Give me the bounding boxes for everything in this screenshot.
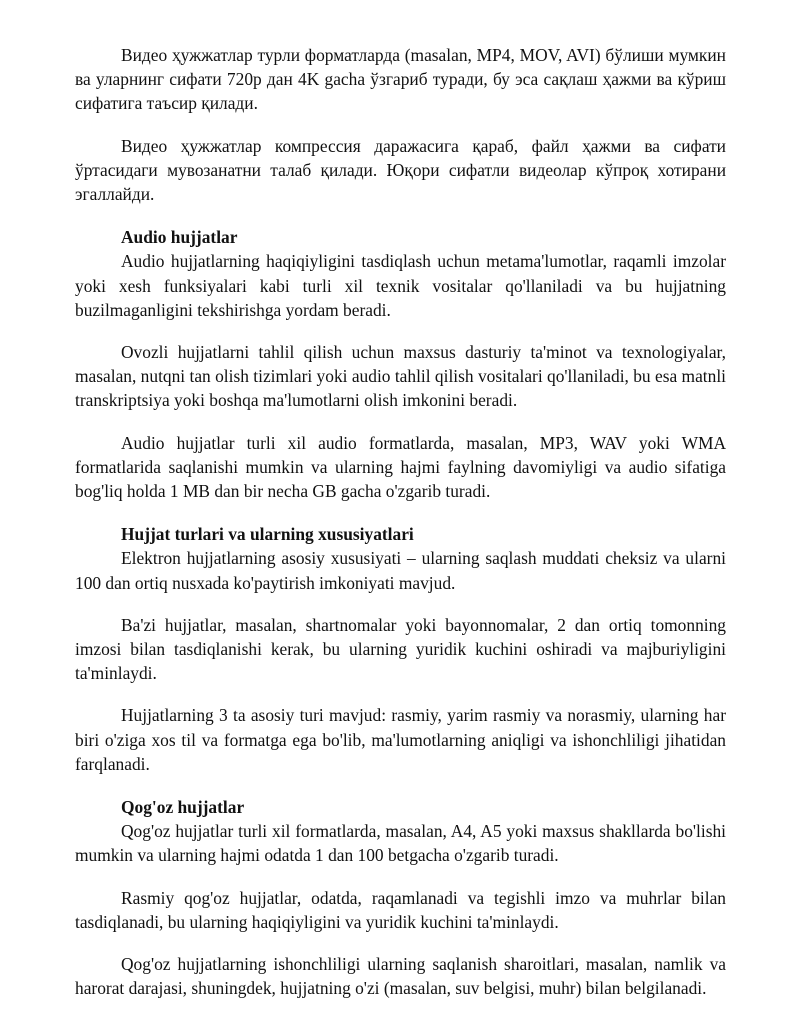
paragraph-paper-reliability: Qog'oz hujjatlarning ishonchliligi ularning saqlanish sharoitlari, masalan, namlik va harorat darajasi, shuningdek, hujjatning o'zi (masalan, suv belgisi, muhr) bilan belgilanadi. [75, 954, 726, 999]
paragraph-video-compression: Видео ҳужжатлар компрессия даражасига қараб, файл ҳажми ва сифати ўртасидаги мувозанатни талаб қилади. Юқори сифатли видеолар кўпроқ хотирани эгаллайди. [75, 135, 726, 205]
paragraph-paper-official: Rasmiy qog'oz hujjatlar, odatda, raqamlanadi va tegishli imzo va muhrlar bilan tasdiqlanadi, bu ularning haqiqiyligini va yuridik kuchini ta'minlaydi. [75, 887, 726, 932]
paragraph-three-types: Hujjatlarning 3 ta asosiy turi mavjud: rasmiy, yarim rasmiy va norasmiy, ularning har biri o'ziga xos til va formatga ega bo'lib, ma'lumotlarning aniqligi va ishonchliligi jihatidan farqlanadi. [75, 705, 726, 774]
paragraph-audio-formats: Audio hujjatlar turli xil audio formatlarda, masalan, MP3, WAV yoki WMA formatlarida saqlanishi mumkin va ularning hajmi faylning davomiyligi va audio sifatiga bog'liq holda 1 MB dan bir necha GB gacha o'zgarib turadi. [75, 432, 726, 502]
paragraph-audio-authenticity: Audio hujjatlarning haqiqiyligini tasdiqlash uchun metama'lumotlar, raqamli imzolar yoki xesh funksiyalari kabi turli xil texnik vositalar qo'llaniladi va bu hujjatning buzilmaganligini tekshirishga yordam beradi. [75, 251, 726, 320]
paragraph-video-formats: Видео ҳужжатлар турли форматларда (masalan, MP4, MOV, AVI) бўлиши мумкин ва уларнинг сифати 720p дан 4K gacha ўзгариб туради, бу эса сақлаш ҳажми ва кўриш сифатига таъсир қилади. [75, 45, 726, 114]
heading-audio-documents: Audio hujjatlar [121, 227, 238, 248]
paragraph-electronic-features: Elektron hujjatlarning asosiy xususiyati – ularning saqlash muddati cheksiz va ularni 100 dan ortiq nusxada ko'paytirish imkoniyati mavjud. [75, 548, 726, 593]
paragraph-audio-analysis: Ovozli hujjatlarni tahlil qilish uchun maxsus dasturiy ta'minot va texnologiyalar, masalan, nutqni tan olish tizimlari yoki audio tahlil qilish vositalari qo'llaniladi, bu esa matnli transkriptsiya yoki boshqa ma'lumotlarni olish imkonini beradi. [75, 342, 726, 411]
document-page [75, 43, 726, 1001]
heading-paper-documents: Qog'oz hujjatlar [121, 797, 245, 818]
heading-document-types: Hujjat turlari va ularning xususiyatlari [121, 524, 414, 545]
paragraph-contracts-signatures: Ba'zi hujjatlar, masalan, shartnomalar yoki bayonnomalar, 2 dan ortiq tomonning imzosi bilan tasdiqlanishi kerak, bu ularning yuridik kuchini oshiradi va majburiyligini ta'minlaydi. [75, 614, 726, 684]
paragraph-paper-formats: Qog'oz hujjatlar turli xil formatlarda, masalan, A4, A5 yoki maxsus shakllarda bo'lishi mumkin va ularning hajmi odatda 1 dan 100 betgacha o'zgarib turadi. [75, 821, 726, 866]
